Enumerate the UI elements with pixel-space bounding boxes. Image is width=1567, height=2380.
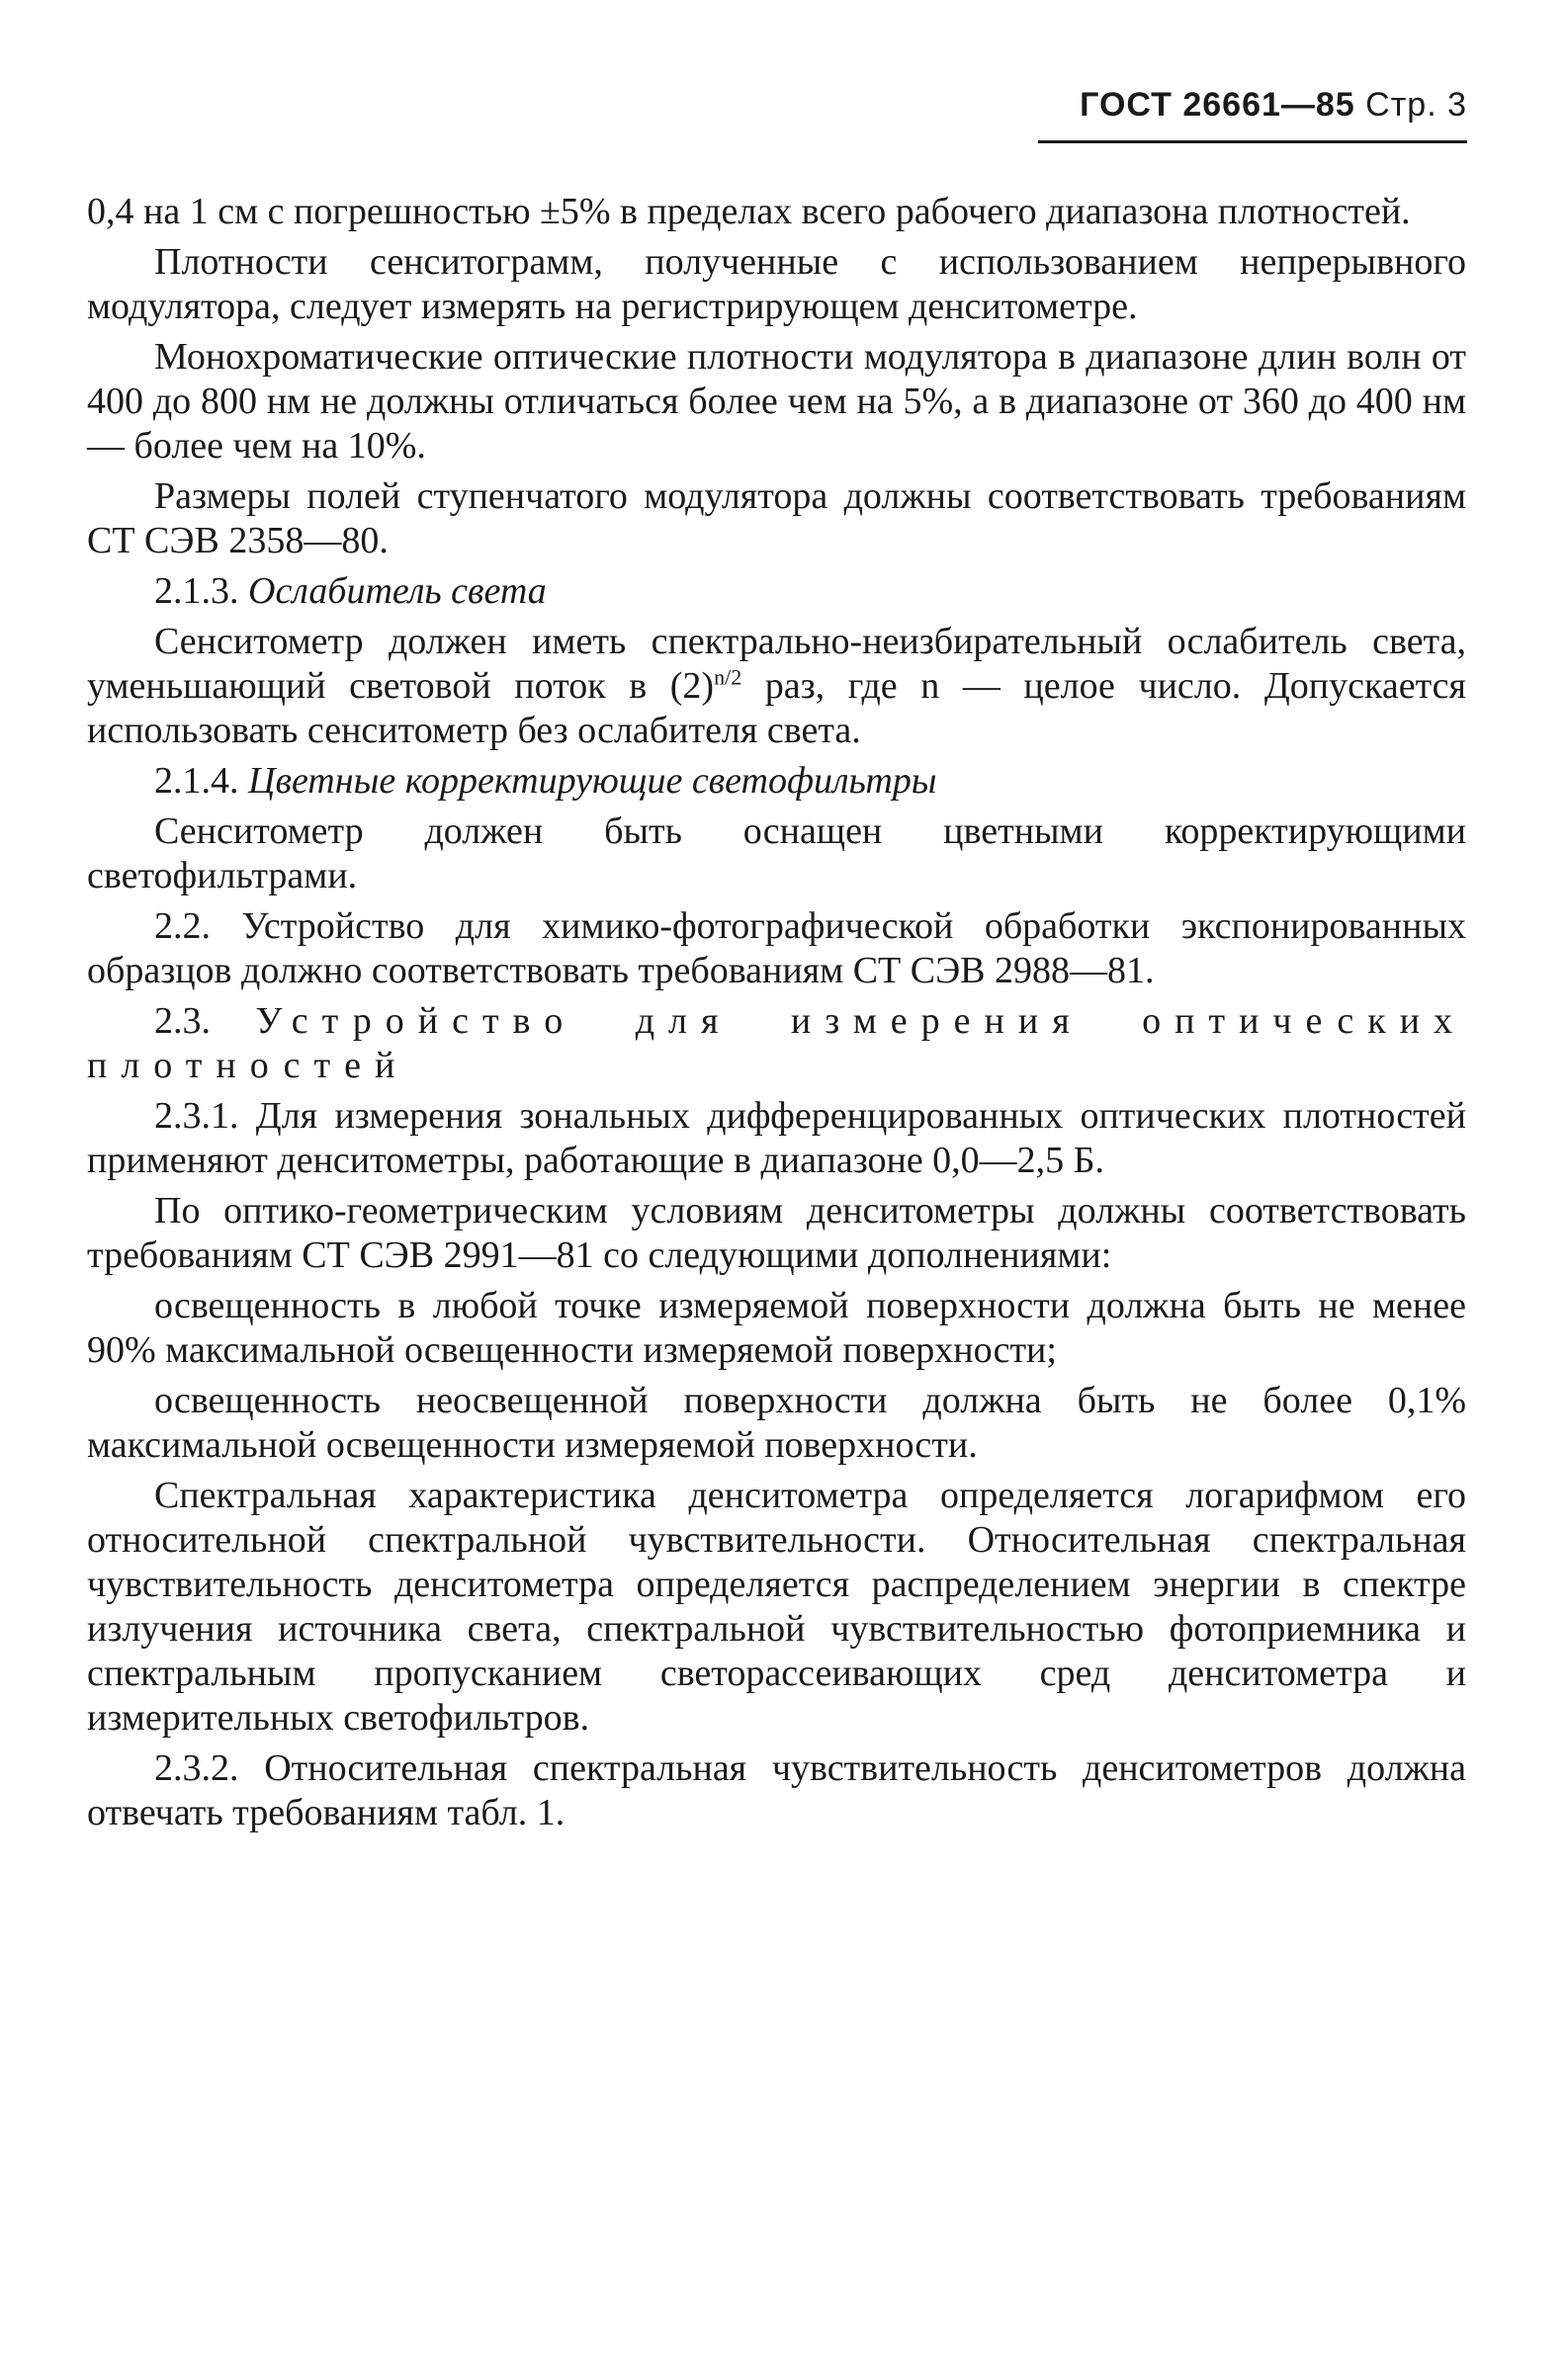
paragraph: Спектральная характеристика денситометра определяется логарифмом его относительной спектральной чувствительности. Относительная спектральная чувствительность денситометра определяется распределением энергии в спектре излучения источника света, спектральной чувствительностью фотоприемника и спектральным пропусканием светорассеивающих сред денситометра и измерительных светофильтров. [87,1475,1466,1739]
paragraph [87,620,1466,753]
paragraph: 2.3.1. Для измерения зональных дифференцированных оптических плотностей применяют денситометры, работающие в диапазоне 0,0—2,5 Б. [87,1095,1466,1181]
page-number: Стр. 3 [1365,86,1467,124]
paragraph: Сенситометр должен быть оснащен цветными корректирующими светофильтрами. [87,810,1466,896]
paragraph: Размеры полей ступенчатого модулятора должны соответствовать требованиям СТ СЭВ 2358—80. [87,475,1466,561]
section-heading-2-1-4 [87,759,1466,804]
section-heading-2-1-3 [87,569,1466,614]
paragraph: 2.3.2. Относительная спектральная чувствительность денситометров должна отвечать требованиям табл. 1. [87,1747,1466,1833]
header-rule [1038,140,1467,143]
document-body [87,190,1466,1841]
paragraph: освещенность в любой точке измеряемой поверхности должна быть не менее 90% максимальной освещенности измеряемой поверхности; [87,1285,1466,1371]
superscript: n/2 [714,664,742,690]
page-header [1038,85,1467,125]
section-heading-2-3 [87,999,1466,1088]
paragraph: Плотности сенситограмм, полученные с использованием непрерывного модулятора, следует измерять на регистрирующем денситометре. [87,241,1466,327]
paragraph-text: раз, где n — целое число. Допускается использовать сенситометр без ослабителя света. [87,665,1466,751]
section-number: 2.1.3. [154,570,239,612]
document-id: ГОСТ 26661—85 [1080,86,1355,124]
paragraph: 2.2. Устройство для химико-фотографической обработки экспонированных образцов должно соответствовать требованиям СТ СЭВ 2988—81. [87,905,1466,991]
paragraph: Монохроматические оптические плотности модулятора в диапазоне длин волн от 400 до 800 нм не должны отличаться более чем на 5%, а в диапазоне от 360 до 400 нм — более чем на 10%. [87,336,1466,467]
section-title: Цветные корректирующие светофильтры [248,760,937,802]
section-title: Устройство для измерения оптических плотностей [87,1000,1466,1086]
paragraph: По оптико-геометрическим условиям денситометры должны соответствовать требованиям СТ СЭВ 2991—81 со следующими дополнениями: [87,1190,1466,1276]
section-number: 2.3. [154,1000,211,1042]
section-title: Ослабитель света [248,570,547,612]
section-number: 2.1.4. [154,760,239,802]
paragraph: освещенность неосвещенной поверхности должна быть не более 0,1% максимальной освещенности измеряемой поверхности. [87,1380,1466,1466]
paragraph-text: Сенситометр должен иметь спектрально-неизбирательный ослабитель света, уменьшающий световой поток в (2) [87,621,1466,707]
paragraph: 0,4 на 1 см с погрешностью ±5% в пределах всего рабочего диапазона плотностей. [87,191,1411,232]
